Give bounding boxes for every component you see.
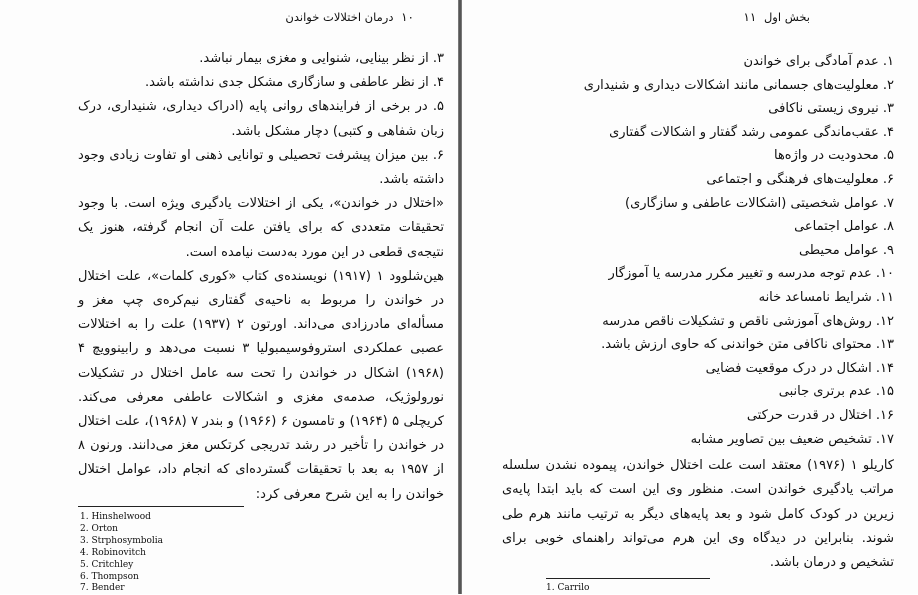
left-page: [0, 0, 458, 594]
left-page-header: [285, 10, 418, 24]
right-page: [462, 0, 918, 594]
list-item: ۴. عقب‌ماندگی عمومی رشد گفتار و اشکالات گفتاری: [609, 124, 894, 140]
paragraph: «اختلال در خواندن»، یکی از اختلالات یادگیری ویژه است. با وجود تحقیقات متعددی که برای یافتن علت آن انجام گرفته، هنوز یک نتیجه‌ی قطعی در این مورد به‌دست نیامده است.: [78, 196, 444, 260]
footnote: 1. Carrilo: [546, 583, 590, 593]
footnote: 2. Orton: [80, 523, 118, 534]
right-footnotes: [546, 583, 696, 594]
list-item: ۱۵. عدم برتری جانبی: [778, 384, 894, 400]
list-item: ۱۳. محتوای ناکافی متن خواندنی که حاوی ارزش باشد.: [601, 337, 894, 353]
list-item: ۵. در برخی از فرایندهای روانی پایه (ادراک دیداری، شنیداری، درک زبان شفاهی و کتبی) دچار مشکل باشد.: [78, 99, 444, 139]
list-item: ۶. بین میزان پیشرفت تحصیلی و توانایی ذهنی او تفاوت زیادی وجود داشته باشد.: [78, 147, 444, 188]
footnote: 5. Critchley: [80, 559, 134, 570]
footnote: 4. Robinovitch: [80, 547, 146, 558]
list-item: ۱. عدم آمادگی برای خواندن: [743, 54, 894, 69]
left-page-number: ۱۰: [401, 10, 414, 24]
list-item: ۷. عوامل شخصیتی (اشکالات عاطفی و سازگاری): [625, 195, 894, 211]
paragraph: هین‌شلوود ۱ (۱۹۱۷) نویسنده‌ی کتاب «کوری کلمات»، علت اختلال در خواندن را مربوط به ناحیه‌ی گفتاری نیم‌کره‌ی چپ مغز و مسأله‌ای مادرزادی می‌داند. اورتون ۲ (۱۹۳۷) علت را به اختلالات عصبی عملکردی استروفوسیمبولیا ۳ نسبت می‌دهد و رابینوویچ ۴ (۱۹۶۸) اشکال در خواندن را تحت سه عامل اختلال در تشکیلات نورولوژیک، صدمه‌ی مغزی و اشکالات عاطفی معرفی می‌کند. کریچلی ۵ (۱۹۶۴) و تامسون ۶ (۱۹۶۶) و بندر ۷ (۱۹۶۸)، علت اختلال در خواندن را تأخیر در رشد تدریجی کرتکس مغز می‌دانند. ورنون ۸ از ۱۹۵۷ به بعد با تحقیقات گسترده‌ای که انجام داد، عوامل اختلال خواندن را به این شرح معرفی کرد:: [78, 268, 445, 502]
paragraph: کاریلو ۱ (۱۹۷۶) معتقد است علت اختلال خواندن، پیموده نشدن سلسله مراتب یادگیری خواندن است. منظور وی این است که باید ابتدا پایه‌ی زیرین در کودک کامل شود و بعد پایه‌های دیگر به ترتیب مانند هرم طی شوند. بنابراین در دیدگاه وی این هرم می‌تواند راهنمای خوبی برای تشخیص و درمان باشد.: [502, 458, 894, 570]
list-item: ۱۷. تشخیص ضعیف بین تصاویر مشابه: [690, 431, 894, 447]
list-item: ۱۴. اشکال در درک موقعیت فضایی: [705, 360, 894, 376]
list-item: ۱۶. اختلال در قدرت حرکتی: [746, 407, 894, 423]
footnote: 7. Bender: [80, 583, 125, 594]
list-item: ۱۲. روش‌های آموزشی ناقص و تشکیلات ناقص مدرسه: [602, 313, 894, 329]
list-item: ۱۱. شرایط نامساعد خانه: [758, 289, 894, 305]
left-footnotes: [80, 512, 280, 595]
list-item: ۵. محدودیت در واژه‌ها: [773, 148, 894, 164]
footnote: 1. Hinshelwood: [80, 512, 151, 522]
list-item: ۱۰. عدم توجه مدرسه و تغییر مکرر مدرسه یا آموزگار: [608, 266, 894, 282]
footnote: 3. Strphosymbolia: [80, 535, 164, 546]
footnote: 6. Thompson: [80, 571, 139, 582]
right-page-running-title: بخش اول: [763, 10, 810, 24]
left-page-running-title: درمان اختلالات خواندن: [285, 10, 394, 24]
list-item: ۳. از نظر بینایی، شنوایی و مغزی بیمار نباشد.: [199, 51, 444, 66]
list-item: ۸. عوامل اجتماعی: [794, 219, 894, 235]
right-page-header: [739, 10, 810, 24]
right-page-number: ۱۱: [743, 10, 757, 24]
footnote-rule: [546, 578, 710, 579]
list-item: ۹. عوامل محیطی: [798, 242, 894, 258]
list-item: ۶. معلولیت‌های فرهنگی و اجتماعی: [706, 171, 894, 187]
left-page-body: [78, 47, 444, 507]
list-item: ۲. معلولیت‌های جسمانی مانند اشکالات دیداری و شنیداری: [583, 77, 894, 93]
footnote-rule: [78, 506, 244, 507]
list-item: ۳. نیروی زیستی ناکافی: [768, 101, 894, 117]
right-page-body: [502, 50, 894, 575]
list-item: ۴. از نظر عاطفی و سازگاری مشکل جدی نداشته باشد.: [144, 75, 444, 91]
